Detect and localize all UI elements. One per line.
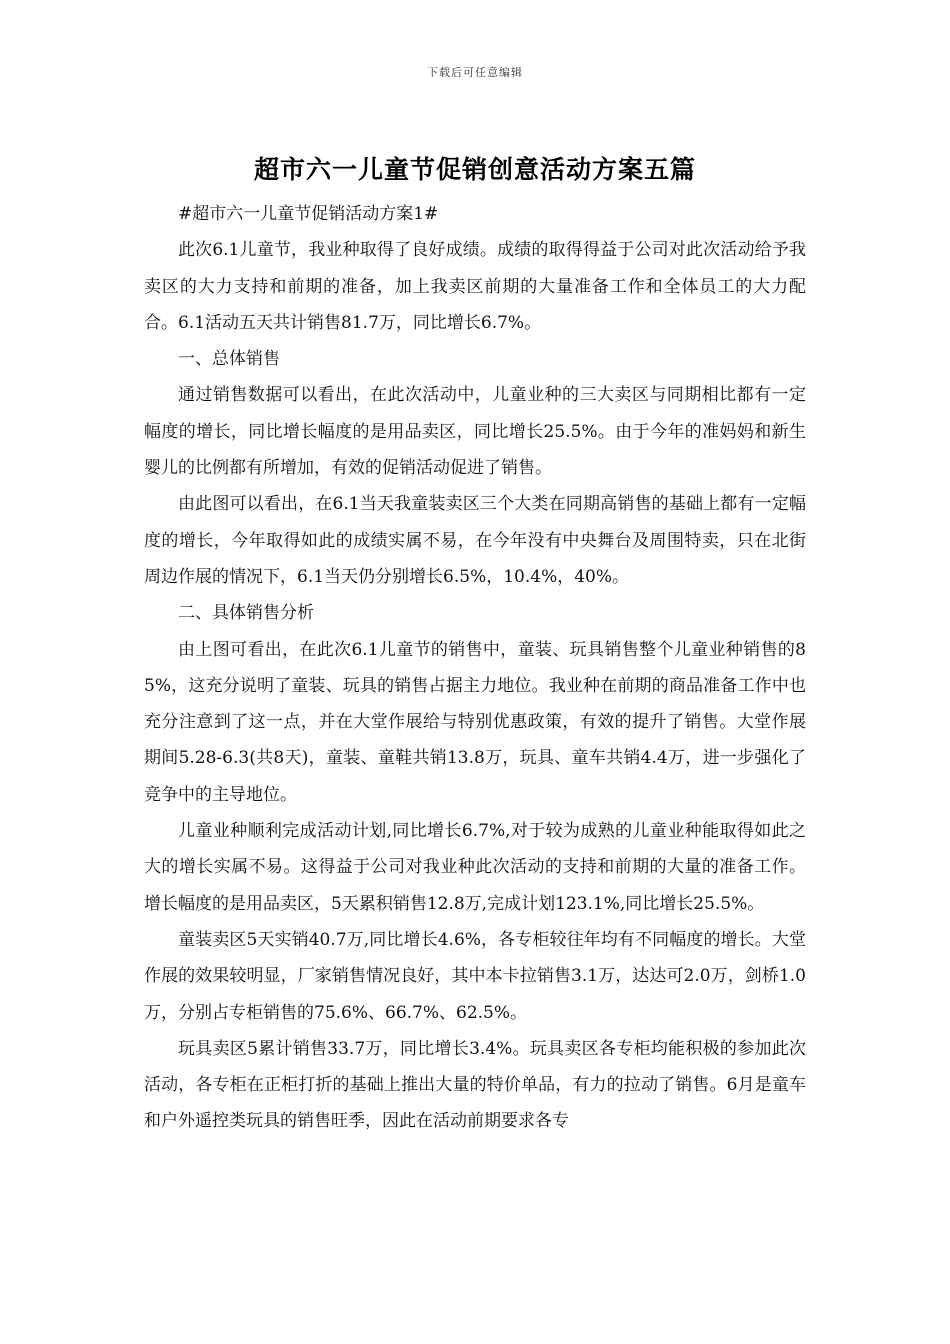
paragraph: 通过销售数据可以看出，在此次活动中，儿童业种的三大卖区与同期相比都有一定幅度的增长，同比增长幅度的是用品卖区，同比增长25.5%。由于今年的准妈妈和新生婴儿的比例都有所增加，有效的促销活动促进了销售。 <box>144 385 806 479</box>
paragraph: 由此图可以看出，在6.1当天我童装卖区三个大类在同期高销售的基础上都有一定幅度的增长，今年取得如此的成绩实属不易，在今年没有中央舞台及周围特卖，只在北街周边作展的情况下，6.1当天仍分别增长6.5%，10.4%，40%。 <box>144 494 806 587</box>
document-body <box>144 196 806 1140</box>
paragraph-heading: 二、具体销售分析 <box>178 603 314 624</box>
paragraph: 童装卖区5天实销40.7万,同比增长4.6%，各专柜较往年均有不同幅度的增长。大堂作展的效果较明显，厂家销售情况良好，其中本卡拉销售3.1万，达达可2.0万，剑桥1.0万，分别占专柜销售的75.6%、66.7%、62.5%。 <box>144 929 806 1023</box>
document-title: 超市六一儿童节促销创意活动方案五篇 <box>253 155 696 184</box>
paragraph: 此次6.1儿童节，我业种取得了良好成绩。成绩的取得得益于公司对此次活动给予我卖区的大力支持和前期的准备，加上我卖区前期的大量准备工作和全体员工的大力配合。6.1活动五天共计销售81.7万，同比增长6.7%。 <box>144 240 806 333</box>
header-note: 下载后可任意编辑 <box>427 66 523 79</box>
paragraph: 儿童业种顺利完成活动计划,同比增长6.7%,对于较为成熟的儿童业种能取得如此之大的增长实属不易。这得益于公司对我业种此次活动的支持和前期的大量的准备工作。增长幅度的是用品卖区，5天累积销售12.8万,完成计划123.1%,同比增长25.5%。 <box>144 821 806 914</box>
paragraph: 玩具卖区5累计销售33.7万，同比增长3.4%。玩具卖区各专柜均能积极的参加此次活动，各专柜在正柜打折的基础上推出大量的特价单品，有力的拉动了销售。6月是童车和户外遥控类玩具的销售旺季，因此在活动前期要求各专 <box>144 1038 806 1132</box>
paragraph-section-heading: #超市六一儿童节促销活动方案1# <box>178 204 439 224</box>
paragraph-heading: 一、总体销售 <box>178 349 280 370</box>
paragraph: 由上图可看出，在此次6.1儿童节的销售中，童装、玩具销售整个儿童业种销售的85%，这充分说明了童装、玩具的销售占据主力地位。我业种在前期的商品准备工作中也充分注意到了这一点，并在大堂作展给与特别优惠政策，有效的提升了销售。大堂作展期间5.28-6.3(共8天)，童装、童鞋共销13.8万，玩具、童车共销4.4万，进一步强化了竞争中的主导地位。 <box>144 639 806 805</box>
